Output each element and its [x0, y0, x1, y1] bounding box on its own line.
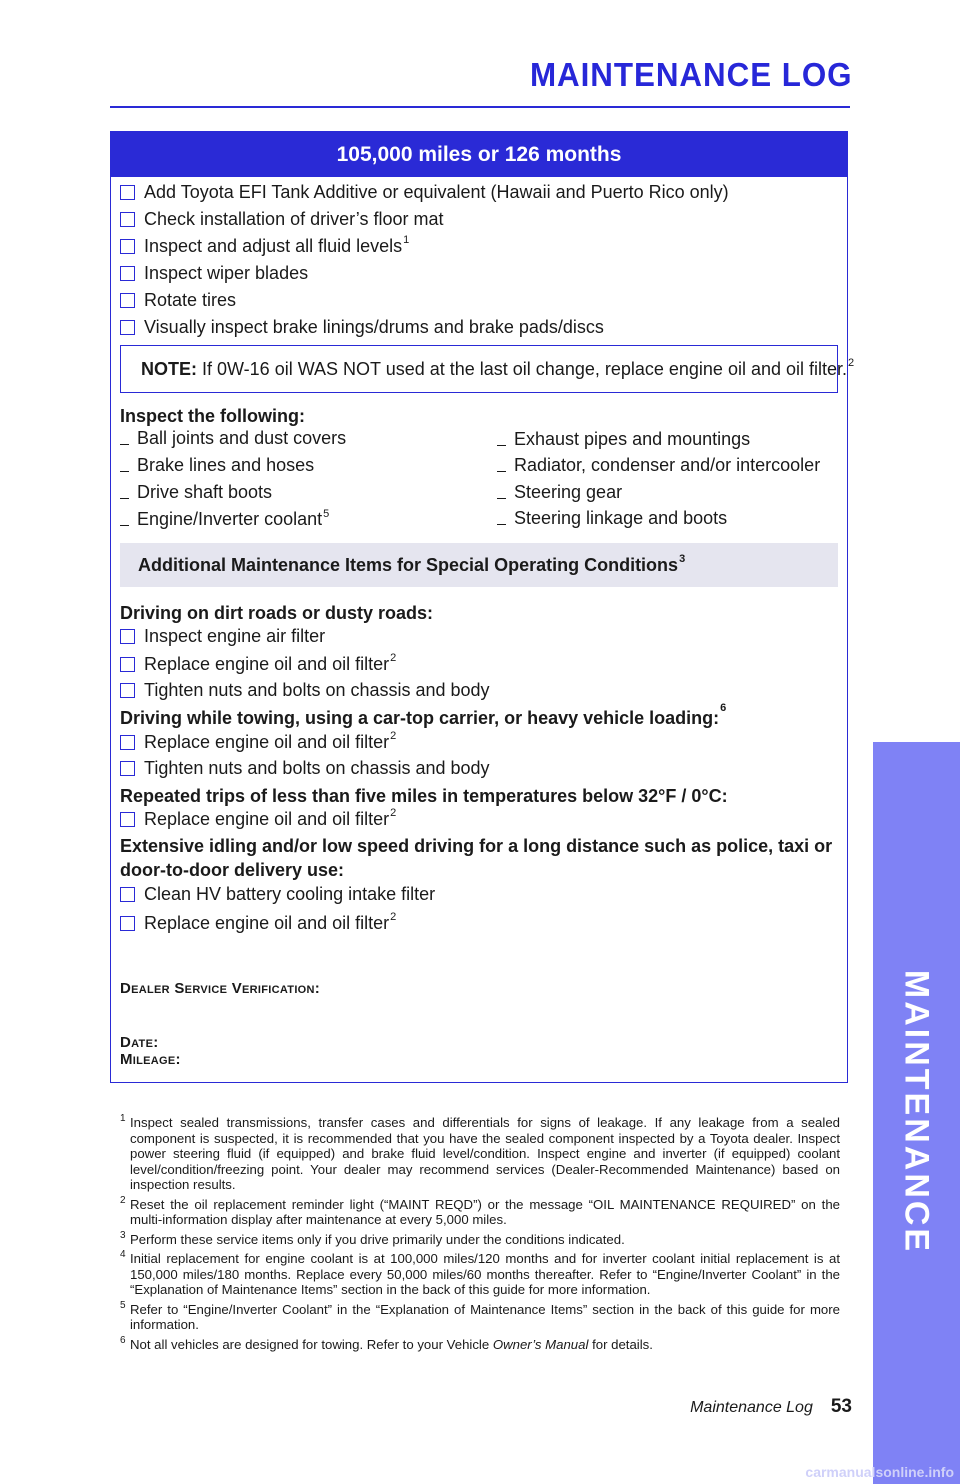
date-label: Date:: [120, 1034, 159, 1051]
list-item: Exhaust pipes and mountings: [497, 429, 750, 450]
footnote: 3 Perform these service items only if you drive primarily under the conditions indicated.: [120, 1229, 625, 1247]
maintenance-interval-box: [110, 131, 855, 1083]
footnote: 2 Reset the oil replacement reminder light (“MAINT REQD”) or the message “OIL MAINTENANCE REQUIRED” on the multi-information display after maintenance at every 5,000 miles.: [120, 1194, 840, 1227]
list-item: Ball joints and dust covers: [120, 428, 346, 449]
list-item[interactable]: Inspect wiper blades: [120, 263, 308, 283]
checkbox[interactable]: [120, 657, 135, 672]
list-item: Steering gear: [497, 482, 622, 503]
list-item: Radiator, condenser and/or intercooler: [497, 455, 820, 476]
checkbox[interactable]: [120, 293, 135, 308]
list-item[interactable]: Replace engine oil and oil filter $^2$: [120, 809, 396, 829]
inspect-heading: Inspect the following:: [120, 406, 305, 426]
side-tab-label: MAINTENANCE: [897, 969, 936, 1255]
page-number: 53: [830, 1396, 852, 1417]
checkbox[interactable]: [120, 266, 135, 281]
list-item[interactable]: Inspect and adjust all fluid levels $^1$: [120, 236, 409, 256]
condition-heading: door-to-door delivery use:: [120, 860, 345, 880]
list-item[interactable]: Rotate tires: [120, 290, 236, 310]
condition-heading: Driving on dirt roads or dusty roads:: [120, 603, 434, 623]
list-item[interactable]: Replace engine oil and oil filter $^2$: [120, 654, 396, 674]
condition-heading: Driving while towing, using a car-top carrier, or heavy vehicle loading:$^6$: [120, 702, 727, 728]
list-item: Steering linkage and boots: [497, 508, 727, 529]
checkbox[interactable]: [120, 185, 135, 200]
title-divider: [110, 106, 850, 108]
note-label: NOTE:: [141, 358, 197, 379]
list-item[interactable]: Visually inspect brake linings/drums and brake pads/discs: [120, 317, 604, 337]
list-item[interactable]: Clean HV battery cooling intake filter: [120, 884, 435, 904]
footnote: 5 Refer to “Engine/Inverter Coolant” in the “Explanation of Maintenance Items” section in the back of this guide for more information.: [120, 1299, 840, 1332]
condition-heading: Repeated trips of less than five miles in temperatures below 32°F / 0°C:: [120, 786, 728, 806]
page-footer: [690, 1396, 852, 1418]
list-item[interactable]: Tighten nuts and bolts on chassis and body: [120, 680, 490, 700]
footnotes: [120, 1115, 840, 1356]
list-item[interactable]: Add Toyota EFI Tank Additive or equivalent (Hawaii and Puerto Rico only): [120, 182, 729, 202]
condition-heading: Extensive idling and/or low speed driving for a long distance such as police, taxi or: [120, 836, 833, 856]
page-title: MAINTENANCE LOG: [529, 56, 852, 93]
checkbox[interactable]: [120, 916, 135, 931]
list-item: Brake lines and hoses: [120, 455, 314, 476]
list-item: Engine/Inverter coolant $^5$: [120, 509, 329, 530]
dealer-verification-label: Dealer Service Verification:: [120, 980, 321, 997]
footnote: 1 Inspect sealed transmissions, transfer cases and differentials for signs of leakage. If any leakage from a sealed component is suspected, it is recommended that you have the sealed component inspected by a Toyota dealer. Inspect power steering fluid (if equipped) and brake fluid level/condition. Inspect engine and inverter (if equipped) coolant level/condition/freezing point. Your dealer may recommend services (Dealer-Recommended Maintenance) based on inspection results.: [120, 1113, 840, 1192]
checkbox[interactable]: [120, 761, 135, 776]
note-text: If 0W-16 oil WAS NOT used at the last oil change, replace engine oil and oil filter.: [202, 358, 848, 379]
checkbox[interactable]: [120, 239, 135, 254]
checkbox[interactable]: [120, 683, 135, 698]
checkbox[interactable]: [120, 212, 135, 227]
checkbox[interactable]: [120, 812, 135, 827]
list-item[interactable]: Check installation of driver’s floor mat: [120, 209, 443, 229]
note-box: NOTE: If 0W-16 oil WAS NOT used at the last oil change, replace engine oil and oil filter. $^2$: [120, 345, 838, 393]
list-item: Drive shaft boots: [120, 482, 272, 503]
interval-header: 105,000 miles or 126 months: [111, 132, 847, 177]
footnote: 4 Initial replacement for engine coolant is at 100,000 miles/120 months and for inverter coolant initial replacement is at 150,000 miles/180 months. Replace every 50,000 miles/60 months thereafter. Refer to “Engine/Inverter Coolant” in the “Explanation of Maintenance Items” section in the back of this guide for more information.: [120, 1249, 840, 1297]
special-conditions-heading: Additional Maintenance Items for Special Operating Conditions $^3$: [120, 543, 838, 587]
checkbox[interactable]: [120, 320, 135, 335]
list-item[interactable]: Replace engine oil and oil filter $^2$: [120, 913, 396, 933]
checkbox[interactable]: [120, 629, 135, 644]
footer-section-title: Maintenance Log: [690, 1399, 813, 1416]
checkbox[interactable]: [120, 887, 135, 902]
list-item[interactable]: Inspect engine air filter: [120, 626, 325, 646]
list-item[interactable]: Replace engine oil and oil filter $^2$: [120, 732, 396, 752]
mileage-label: Mileage:: [120, 1051, 181, 1068]
checkbox[interactable]: [120, 735, 135, 750]
footnote: 6 Not all vehicles are designed for towing. Refer to your Vehicle Owner’s Manual for details.: [120, 1334, 653, 1352]
list-item[interactable]: Tighten nuts and bolts on chassis and body: [120, 758, 490, 778]
watermark: carmanualsonline.info: [805, 1464, 954, 1480]
